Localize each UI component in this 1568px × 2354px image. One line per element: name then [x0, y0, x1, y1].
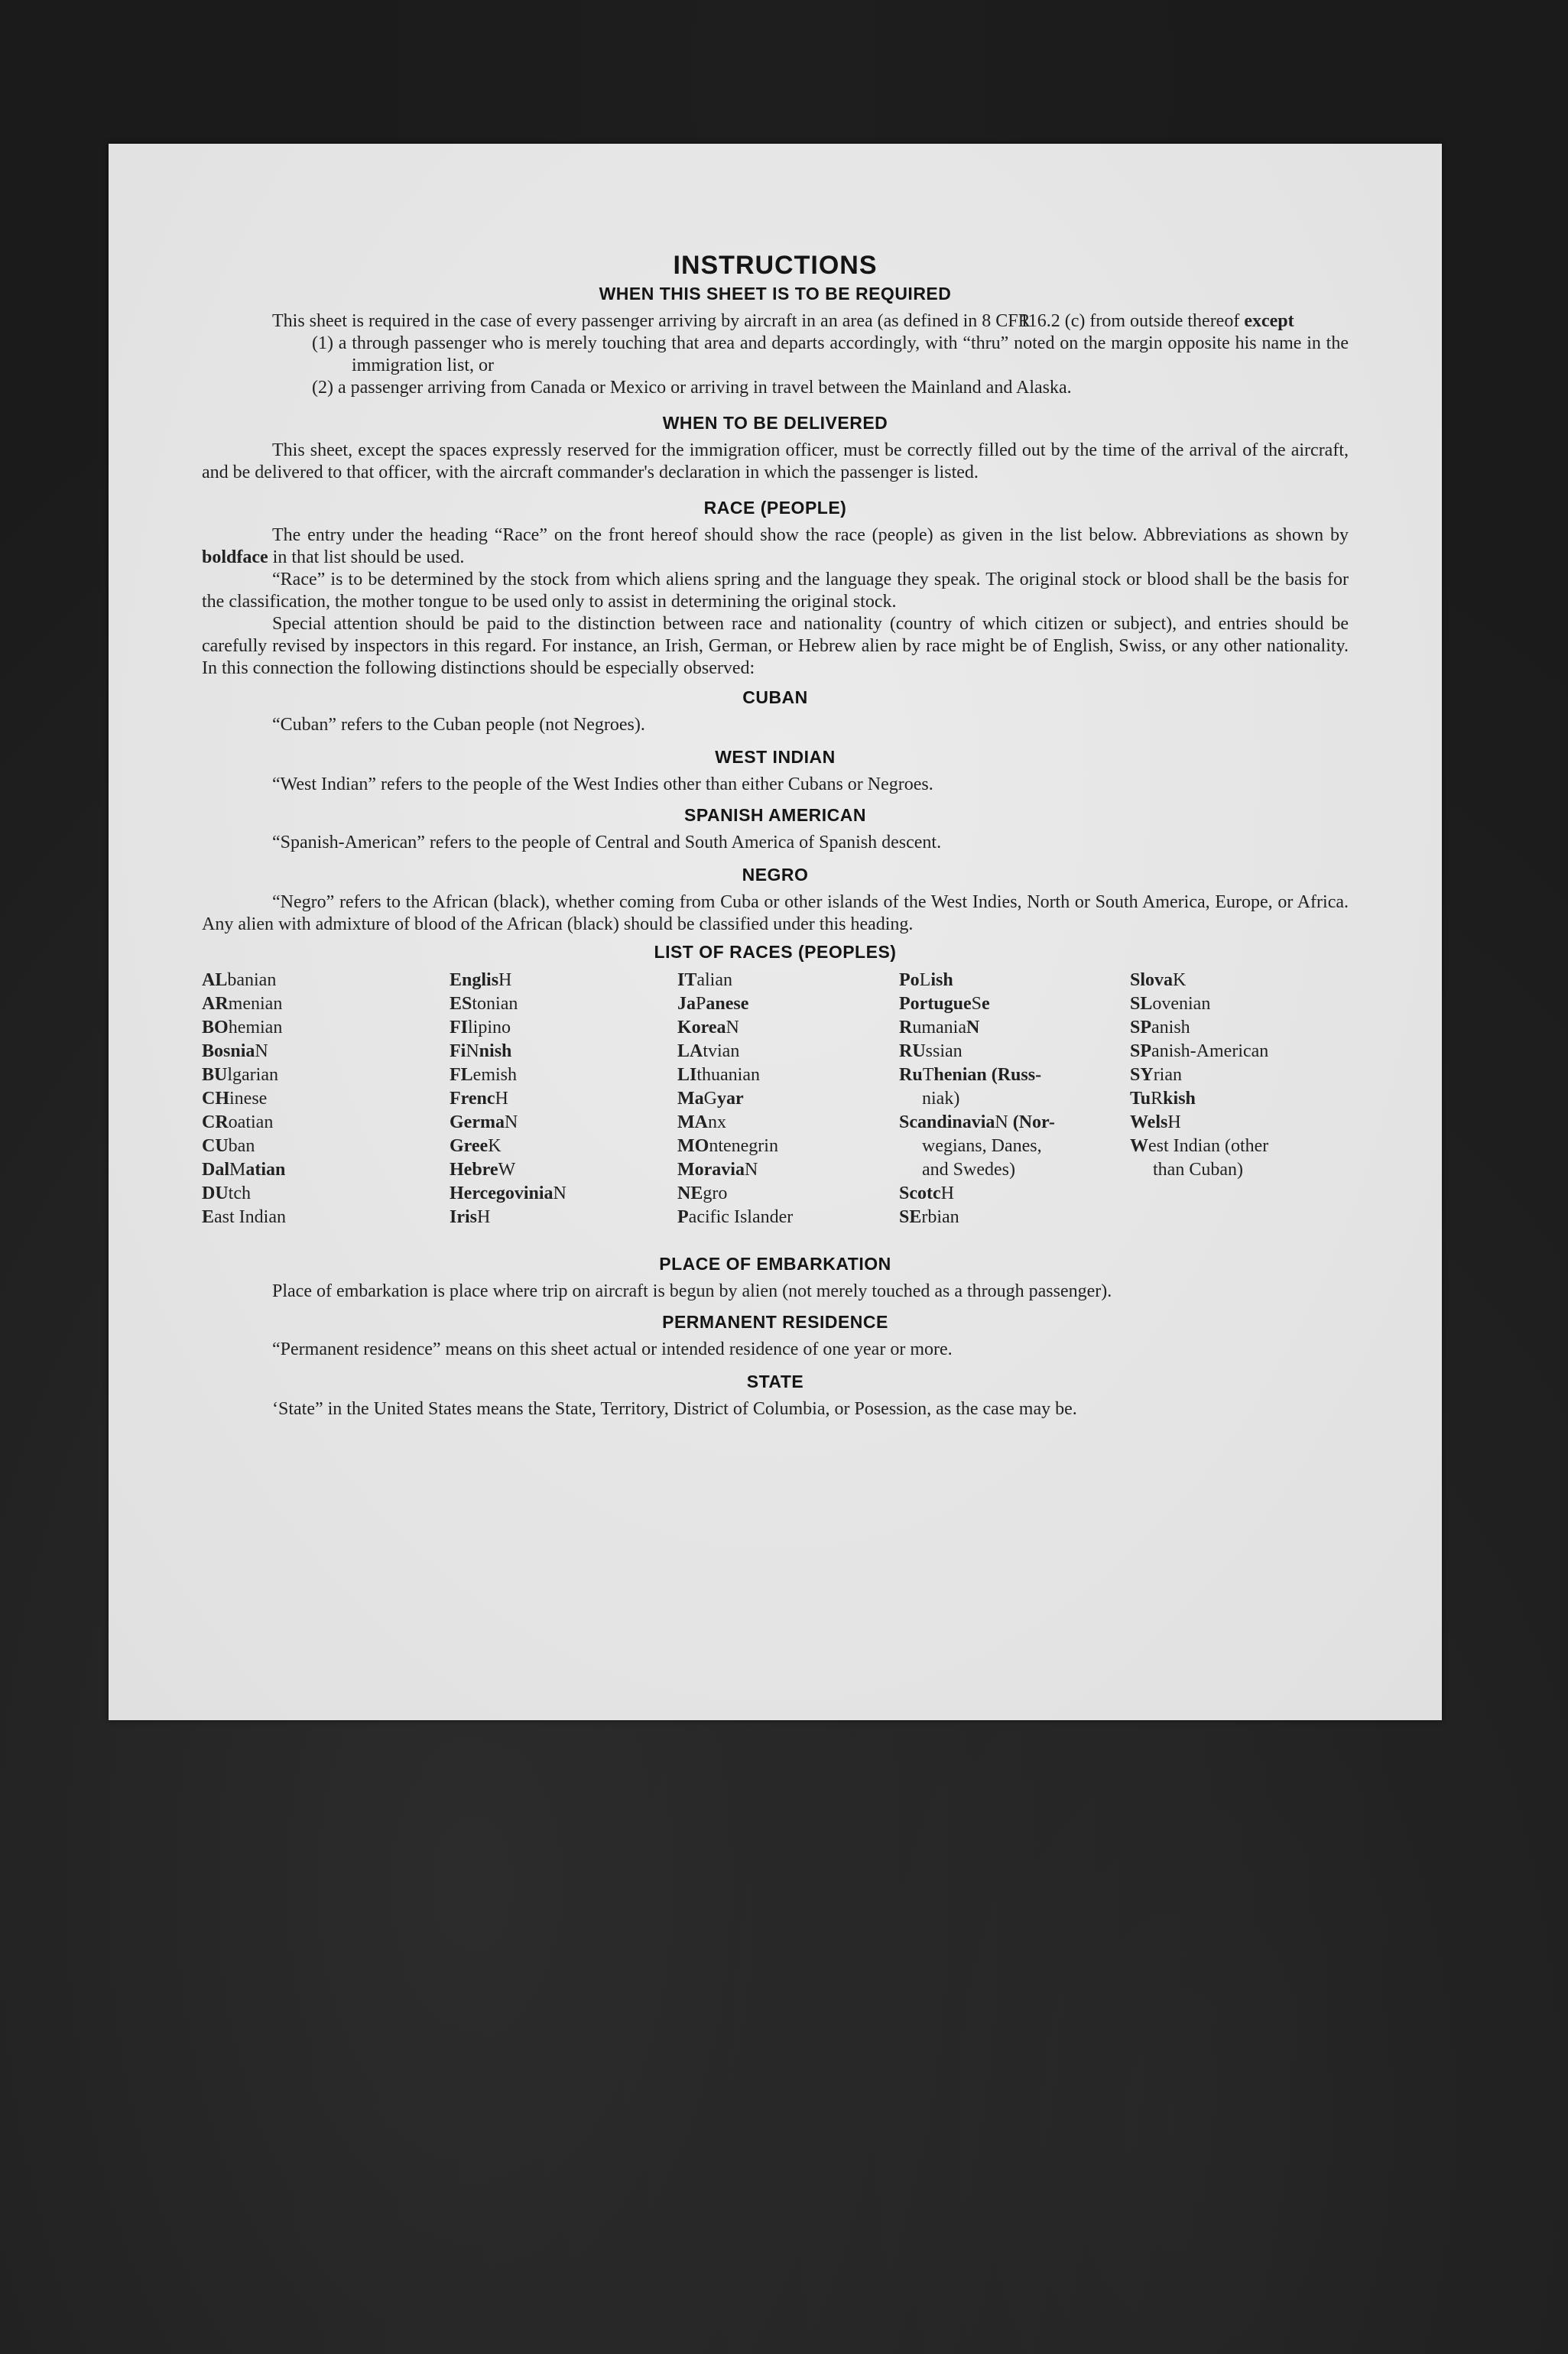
race-entry	[677, 969, 899, 992]
race-entry	[450, 1111, 677, 1135]
races-list	[202, 969, 1349, 1229]
race-entry-abbrev: Ja	[677, 994, 696, 1014]
race-entry-abbrev: Frenc	[450, 1089, 495, 1109]
race-paragraph-3: Special attention should be paid to the distinction between race and nationality (country of which citizen or subject), and entries should be carefully revised by inspectors in this regard. For instance, an Irish, German, or Hebrew alien by race might be of English, Swiss, or any other nationality. In this connection the following distinctions should be especially observed:	[202, 614, 1349, 678]
race-entry	[677, 1135, 899, 1158]
race-entry-abbrev: Ma	[677, 1089, 704, 1109]
race-entry-text: L	[919, 970, 931, 990]
race-entry-abbrev: NE	[677, 1183, 703, 1203]
race-entry	[202, 1063, 450, 1087]
race-column-1	[202, 969, 450, 1229]
heading-delivered: WHEN TO BE DELIVERED	[662, 413, 888, 433]
race-entry-abbrev: CR	[202, 1112, 229, 1132]
heading-list-of-races: LIST OF RACES (PEOPLES)	[654, 942, 897, 962]
spanish-american-paragraph: “Spanish-American” refers to the people of Central and South America of Spanish descent.	[272, 833, 942, 852]
race-entry-abbrev: Germa	[450, 1112, 505, 1132]
heading-cuban: CUBAN	[742, 687, 808, 707]
race-entry-text: gro	[703, 1183, 728, 1203]
heading-negro: NEGRO	[742, 865, 809, 885]
race-entry	[899, 1111, 1130, 1135]
race-entry-text: hemian	[228, 1018, 283, 1037]
race-text-1a: The entry under the heading “Race” on the front hereof should show the race (people) as given in the list below. Abbreviations as shown by	[272, 525, 1349, 545]
race-entry-text: K	[1173, 970, 1187, 990]
race-entry-text: menian	[228, 994, 283, 1014]
race-entry	[899, 1087, 1130, 1111]
race-entry-text: K	[488, 1136, 502, 1156]
race-entry	[450, 1063, 677, 1087]
race-entry-abbrev: SP	[1130, 1018, 1152, 1037]
race-entry-text: N	[255, 1041, 268, 1061]
race-entry	[450, 1182, 677, 1206]
document-sheet	[109, 144, 1442, 1720]
race-entry-abbrev: BU	[202, 1065, 228, 1085]
embarkation-paragraph: Place of embarkation is place where trip on aircraft is begun by alien (not merely touched as a through passenger).	[272, 1281, 1112, 1301]
race-entry	[677, 1111, 899, 1135]
race-entry	[899, 1158, 1130, 1182]
race-entry	[899, 1063, 1130, 1087]
race-entry	[677, 1087, 899, 1111]
race-entry	[899, 1182, 1130, 1206]
race-entry-text: acific Islander	[688, 1207, 794, 1227]
race-entry-abbrev: Tu	[1130, 1089, 1151, 1109]
race-entry-abbrev: SL	[1130, 994, 1153, 1014]
race-entry	[450, 1206, 677, 1229]
race-entry-abbrev: Po	[899, 970, 920, 990]
required-text-ref: 116.2 (c) from outside thereof	[1019, 311, 1240, 331]
race-entry-abbrev: CU	[202, 1136, 229, 1156]
heading-required: WHEN THIS SHEET IS TO BE REQUIRED	[599, 284, 952, 304]
race-entry-abbrev: atian	[245, 1160, 286, 1180]
race-entry	[899, 1040, 1130, 1063]
race-entry	[677, 1040, 899, 1063]
race-entry-text: and Swedes)	[922, 1160, 1015, 1180]
race-column-5	[1130, 969, 1352, 1229]
west-indian-paragraph: “West Indian” refers to the people of the West Indies other than either Cubans or Negroes.	[272, 774, 933, 794]
state-paragraph: ‘State” in the United States means the State, Territory, District of Columbia, or Posession, as the case may be.	[272, 1399, 1077, 1419]
race-entry-abbrev: e	[982, 994, 990, 1014]
race-entry-abbrev: BO	[202, 1018, 229, 1037]
race-entry-text: anish	[1151, 1018, 1190, 1037]
race-entry-text: ovenian	[1152, 994, 1211, 1014]
race-entry	[202, 1158, 450, 1182]
race-entry-text: nx	[707, 1112, 726, 1132]
race-entry-abbrev: kish	[1163, 1089, 1196, 1109]
race-entry	[1130, 992, 1352, 1016]
race-entry	[677, 1206, 899, 1229]
race-entry-text: H	[1167, 1112, 1181, 1132]
race-entry-text: rian	[1153, 1065, 1182, 1085]
race-paragraph-2: “Race” is to be determined by the stock from which aliens spring and the language they speak. The original stock or blood shall be the basis for the classification, the mother tongue to be used only to assist in determining the original stock.	[202, 570, 1349, 612]
race-entry-abbrev: ish	[930, 970, 953, 990]
race-entry	[450, 1135, 677, 1158]
race-entry-abbrev: SY	[1130, 1065, 1154, 1085]
race-entry-abbrev: N	[966, 1018, 980, 1037]
race-entry-abbrev: Bosnia	[202, 1041, 255, 1061]
race-entry-abbrev: DU	[202, 1183, 229, 1203]
race-entry	[1130, 1158, 1352, 1182]
race-entry	[899, 1016, 1130, 1040]
race-entry-text: wegians, Danes,	[922, 1136, 1042, 1156]
page-title: INSTRUCTIONS	[673, 251, 878, 280]
race-entry	[450, 1016, 677, 1040]
required-item-2: (2) a passenger arriving from Canada or Mexico or arriving in travel between the Mainland and Alaska.	[312, 378, 1072, 398]
race-entry-abbrev: Portugue	[899, 994, 972, 1014]
instructions-content	[202, 251, 1349, 1421]
race-column-4	[899, 969, 1130, 1229]
residence-paragraph: “Permanent residence” means on this sheet actual or intended residence of one year or more.	[272, 1339, 953, 1359]
race-entry-abbrev: Wels	[1130, 1112, 1168, 1132]
race-entry-abbrev: LI	[677, 1065, 697, 1085]
race-entry-abbrev: Korea	[677, 1018, 726, 1037]
race-entry-text: H	[498, 970, 512, 990]
race-entry	[677, 1016, 899, 1040]
race-entry-abbrev: P	[677, 1207, 689, 1227]
required-text-start: This sheet is required in the case of every passenger arriving by aircraft in an area (as defined in 8 CFR	[272, 311, 1031, 331]
race-entry-text: niak)	[922, 1089, 960, 1109]
race-entry	[1130, 969, 1352, 992]
race-entry	[1130, 1087, 1352, 1111]
race-entry-abbrev: Gree	[450, 1136, 489, 1156]
heading-state: STATE	[746, 1372, 804, 1391]
race-text-boldface: boldface	[202, 547, 268, 567]
race-entry-text: ast Indian	[214, 1207, 286, 1227]
race-entry-abbrev: AL	[202, 970, 228, 990]
race-entry-text: H	[495, 1089, 508, 1109]
race-entry-abbrev: Englis	[450, 970, 499, 990]
race-entry	[899, 1206, 1130, 1229]
race-entry-text: T	[922, 1065, 934, 1085]
race-entry-abbrev: Moravia	[677, 1160, 745, 1180]
race-entry	[1130, 1063, 1352, 1087]
race-entry-abbrev: Slova	[1130, 970, 1174, 990]
race-entry	[202, 1206, 450, 1229]
race-entry-abbrev: nish	[479, 1041, 512, 1061]
race-entry-text: N	[553, 1183, 566, 1203]
race-entry-abbrev: W	[1130, 1136, 1148, 1156]
race-entry-abbrev: AR	[202, 994, 229, 1014]
race-entry-abbrev: RU	[899, 1041, 926, 1061]
race-entry-abbrev: Scotc	[899, 1183, 941, 1203]
race-entry	[450, 1158, 677, 1182]
race-column-2	[450, 969, 677, 1229]
race-entry-text: umania	[912, 1018, 966, 1037]
race-entry	[1130, 1016, 1352, 1040]
race-entry-abbrev: Ru	[899, 1065, 923, 1085]
required-paragraph	[202, 310, 1349, 333]
race-entry-text: oatian	[228, 1112, 274, 1132]
race-entry	[202, 1182, 450, 1206]
race-entry-text: than Cuban)	[1153, 1160, 1243, 1180]
race-entry-text: ssian	[925, 1041, 963, 1061]
race-entry-text: M	[229, 1160, 246, 1180]
cuban-paragraph: “Cuban” refers to the Cuban people (not Negroes).	[272, 715, 645, 735]
race-entry	[202, 992, 450, 1016]
race-entry-abbrev: Dal	[202, 1160, 229, 1180]
race-entry	[677, 1182, 899, 1206]
race-entry-text: N	[466, 1041, 479, 1061]
negro-paragraph: “Negro” refers to the African (black), whether coming from Cuba or other islands of the West Indies, North or South America, Europe, or Africa. Any alien with admixture of blood of the African (black) should be classified under this heading.	[202, 892, 1349, 934]
race-entry	[450, 1040, 677, 1063]
race-entry-abbrev: SP	[1130, 1041, 1152, 1061]
race-entry-abbrev: MO	[677, 1136, 709, 1156]
race-text-1b: in that list should be used.	[272, 547, 465, 567]
race-entry-abbrev: ES	[450, 994, 472, 1014]
race-entry-text: W	[498, 1160, 516, 1180]
race-entry-text: N	[726, 1018, 739, 1037]
race-entry-abbrev: Iris	[450, 1207, 477, 1227]
delivered-paragraph: This sheet, except the spaces expressly reserved for the immigration officer, must be correctly filled out by the time of the arrival of the aircraft, and be delivered to that officer, with the aircraft commander's declaration in which the passenger is listed.	[202, 440, 1349, 482]
race-entry-text: G	[703, 1089, 717, 1109]
race-entry-text: est Indian (other	[1148, 1136, 1269, 1156]
heading-race: RACE (PEOPLE)	[703, 498, 847, 518]
race-entry-text: rbian	[921, 1207, 959, 1227]
race-entry	[677, 1063, 899, 1087]
required-item-1: (1) a through passenger who is merely touching that area and departs accordingly, with “thru” noted on the margin opposite his name in the immigration list, or	[312, 333, 1349, 375]
required-except: except	[1244, 311, 1294, 331]
race-entry-abbrev: Hercegovinia	[450, 1183, 554, 1203]
race-entry-text: banian	[227, 970, 277, 990]
race-entry-abbrev: CH	[202, 1089, 229, 1109]
race-entry	[202, 1016, 450, 1040]
race-entry-text: tonian	[472, 994, 518, 1014]
race-entry-text: ban	[228, 1136, 255, 1156]
race-entry-abbrev: MA	[677, 1112, 708, 1132]
race-entry	[202, 969, 450, 992]
race-entry	[202, 1087, 450, 1111]
race-entry	[899, 969, 1130, 992]
race-column-3	[677, 969, 899, 1229]
race-entry-text: ntenegrin	[709, 1136, 778, 1156]
race-entry	[1130, 1111, 1352, 1135]
race-entry-text: P	[696, 994, 706, 1014]
race-entry-abbrev: FL	[450, 1065, 473, 1085]
race-entry-text: lgarian	[227, 1065, 278, 1085]
heading-embarkation: PLACE OF EMBARKATION	[659, 1254, 891, 1274]
race-entry	[202, 1040, 450, 1063]
race-entry-text: tvian	[703, 1041, 740, 1061]
race-entry-abbrev: Fi	[450, 1041, 466, 1061]
race-entry-text: alian	[696, 970, 732, 990]
race-entry-text: R	[1151, 1089, 1164, 1109]
race-entry-abbrev: SE	[899, 1207, 922, 1227]
race-entry	[450, 992, 677, 1016]
race-entry-abbrev: (Nor-	[1008, 1112, 1055, 1132]
race-entry	[899, 1135, 1130, 1158]
race-paragraph-1	[202, 524, 1349, 569]
heading-spanish-american: SPANISH AMERICAN	[683, 805, 866, 825]
race-entry	[677, 992, 899, 1016]
race-entry-abbrev: anese	[706, 994, 749, 1014]
race-entry-abbrev: IT	[677, 970, 697, 990]
heading-residence: PERMANENT RESIDENCE	[662, 1312, 888, 1332]
race-entry	[450, 969, 677, 992]
race-entry-text: N	[995, 1112, 1008, 1132]
race-entry-abbrev: Scandinavia	[899, 1112, 995, 1132]
race-entry-text: anish-American	[1151, 1041, 1269, 1061]
race-entry	[1130, 1135, 1352, 1158]
race-entry-text: S	[971, 994, 982, 1014]
race-entry-abbrev: LA	[677, 1041, 703, 1061]
race-entry-text: lipino	[468, 1018, 511, 1037]
race-entry-text: H	[940, 1183, 954, 1203]
race-entry-abbrev: henian (Russ-	[933, 1065, 1042, 1085]
race-entry	[899, 992, 1130, 1016]
race-entry-abbrev: R	[899, 1018, 913, 1037]
race-entry-text: thuanian	[696, 1065, 760, 1085]
race-entry	[450, 1087, 677, 1111]
race-entry-abbrev: Hebre	[450, 1160, 498, 1180]
heading-west-indian: WEST INDIAN	[715, 747, 836, 767]
race-entry-text: inese	[229, 1089, 268, 1109]
race-entry-text: tch	[228, 1183, 251, 1203]
race-entry-text: emish	[472, 1065, 517, 1085]
race-entry	[202, 1111, 450, 1135]
race-entry	[1130, 1040, 1352, 1063]
race-entry-abbrev: E	[202, 1207, 215, 1227]
race-entry-text: N	[504, 1112, 518, 1132]
race-entry-text: H	[477, 1207, 491, 1227]
race-entry-text: N	[744, 1160, 758, 1180]
race-entry-abbrev: yar	[717, 1089, 744, 1109]
race-entry	[202, 1135, 450, 1158]
race-entry	[677, 1158, 899, 1182]
race-entry-abbrev: FI	[450, 1018, 468, 1037]
